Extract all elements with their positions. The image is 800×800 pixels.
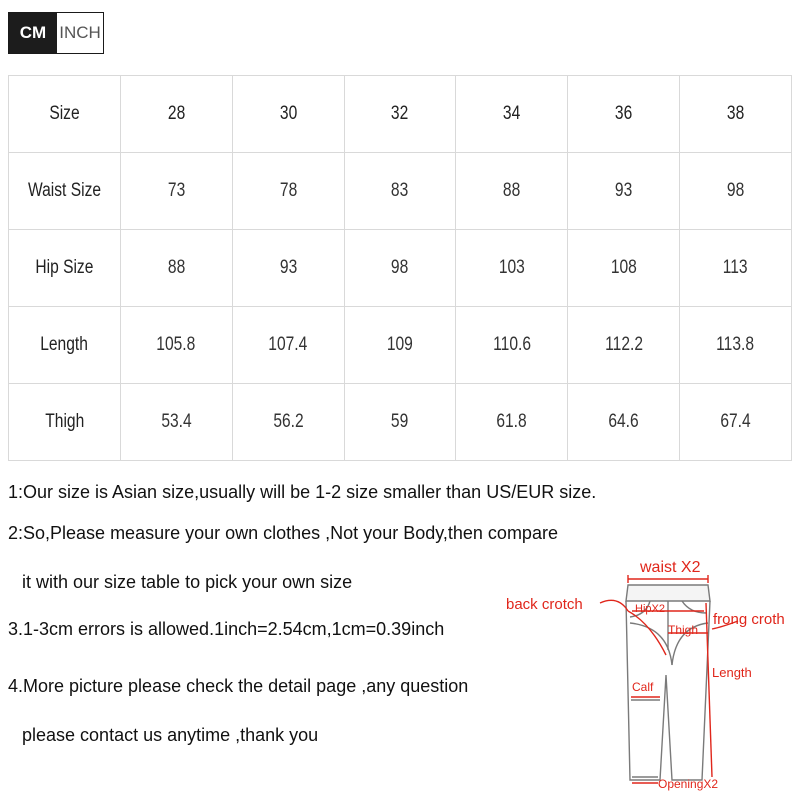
table-header-cell: 36 (568, 76, 680, 153)
note-1: 1:Our size is Asian size,usually will be 1-2 size smaller than US/EUR size. (8, 482, 597, 502)
table-header-cell: Size (9, 76, 121, 153)
table-cell: 83 (344, 153, 456, 230)
waist-label: waist X2 (640, 559, 701, 576)
note-4-line-1: 4.More picture please check the detail page ,any question (8, 676, 469, 696)
front-crotch-label: frong croth (713, 611, 785, 628)
hip-label: HipX2 (635, 603, 665, 615)
unit-toggle (8, 12, 104, 54)
table-cell: 93 (568, 153, 680, 230)
table-cell: 53.4 (120, 384, 232, 461)
back-crotch-label: back crotch (506, 596, 583, 613)
table-header-cell: 34 (456, 76, 568, 153)
pants-measurement-diagram (500, 555, 800, 800)
table-header-cell: 32 (344, 76, 456, 153)
table-cell: 88 (456, 153, 568, 230)
table-cell: 109 (344, 307, 456, 384)
unit-cm-button[interactable]: CM (9, 13, 57, 53)
table-cell: 107.4 (232, 307, 344, 384)
calf-label: Calf (632, 680, 654, 694)
table-cell: 110.6 (456, 307, 568, 384)
length-label: Length (712, 665, 752, 680)
table-cell: 113.8 (680, 307, 792, 384)
table-cell: 98 (344, 230, 456, 307)
opening-label: OpeningX2 (658, 777, 719, 791)
table-row (9, 153, 792, 230)
unit-inch-button[interactable]: INCH (57, 13, 103, 53)
table-row (9, 230, 792, 307)
table-cell: 67.4 (680, 384, 792, 461)
thigh-label: Thigh (668, 623, 699, 637)
table-cell: 93 (232, 230, 344, 307)
table-header-cell: 28 (120, 76, 232, 153)
row-label: Thigh (9, 384, 121, 461)
table-cell: 108 (568, 230, 680, 307)
row-label: Hip Size (9, 230, 121, 307)
table-header-cell: 30 (232, 76, 344, 153)
row-label: Waist Size (9, 153, 121, 230)
table-cell: 112.2 (568, 307, 680, 384)
table-cell: 56.2 (232, 384, 344, 461)
table-cell: 61.8 (456, 384, 568, 461)
table-cell: 64.6 (568, 384, 680, 461)
table-cell: 105.8 (120, 307, 232, 384)
table-header-row (9, 76, 792, 153)
table-cell: 103 (456, 230, 568, 307)
table-cell: 113 (680, 230, 792, 307)
pants-outline-icon (500, 555, 800, 800)
table-header-cell: 38 (680, 76, 792, 153)
table-cell: 73 (120, 153, 232, 230)
row-label: Length (9, 307, 121, 384)
table-cell: 98 (680, 153, 792, 230)
note-2-line-1: 2:So,Please measure your own clothes ,Not your Body,then compare (8, 523, 558, 543)
table-cell: 59 (344, 384, 456, 461)
note-4-line-2: please contact us anytime ,thank you (22, 725, 319, 745)
table-cell: 78 (232, 153, 344, 230)
note-2-line-2: it with our size table to pick your own size (22, 572, 353, 592)
table-row (9, 307, 792, 384)
table-row (9, 384, 792, 461)
table-cell: 88 (120, 230, 232, 307)
size-table (8, 75, 792, 461)
note-3: 3.1-3cm errors is allowed.1inch=2.54cm,1cm=0.39inch (8, 619, 445, 639)
